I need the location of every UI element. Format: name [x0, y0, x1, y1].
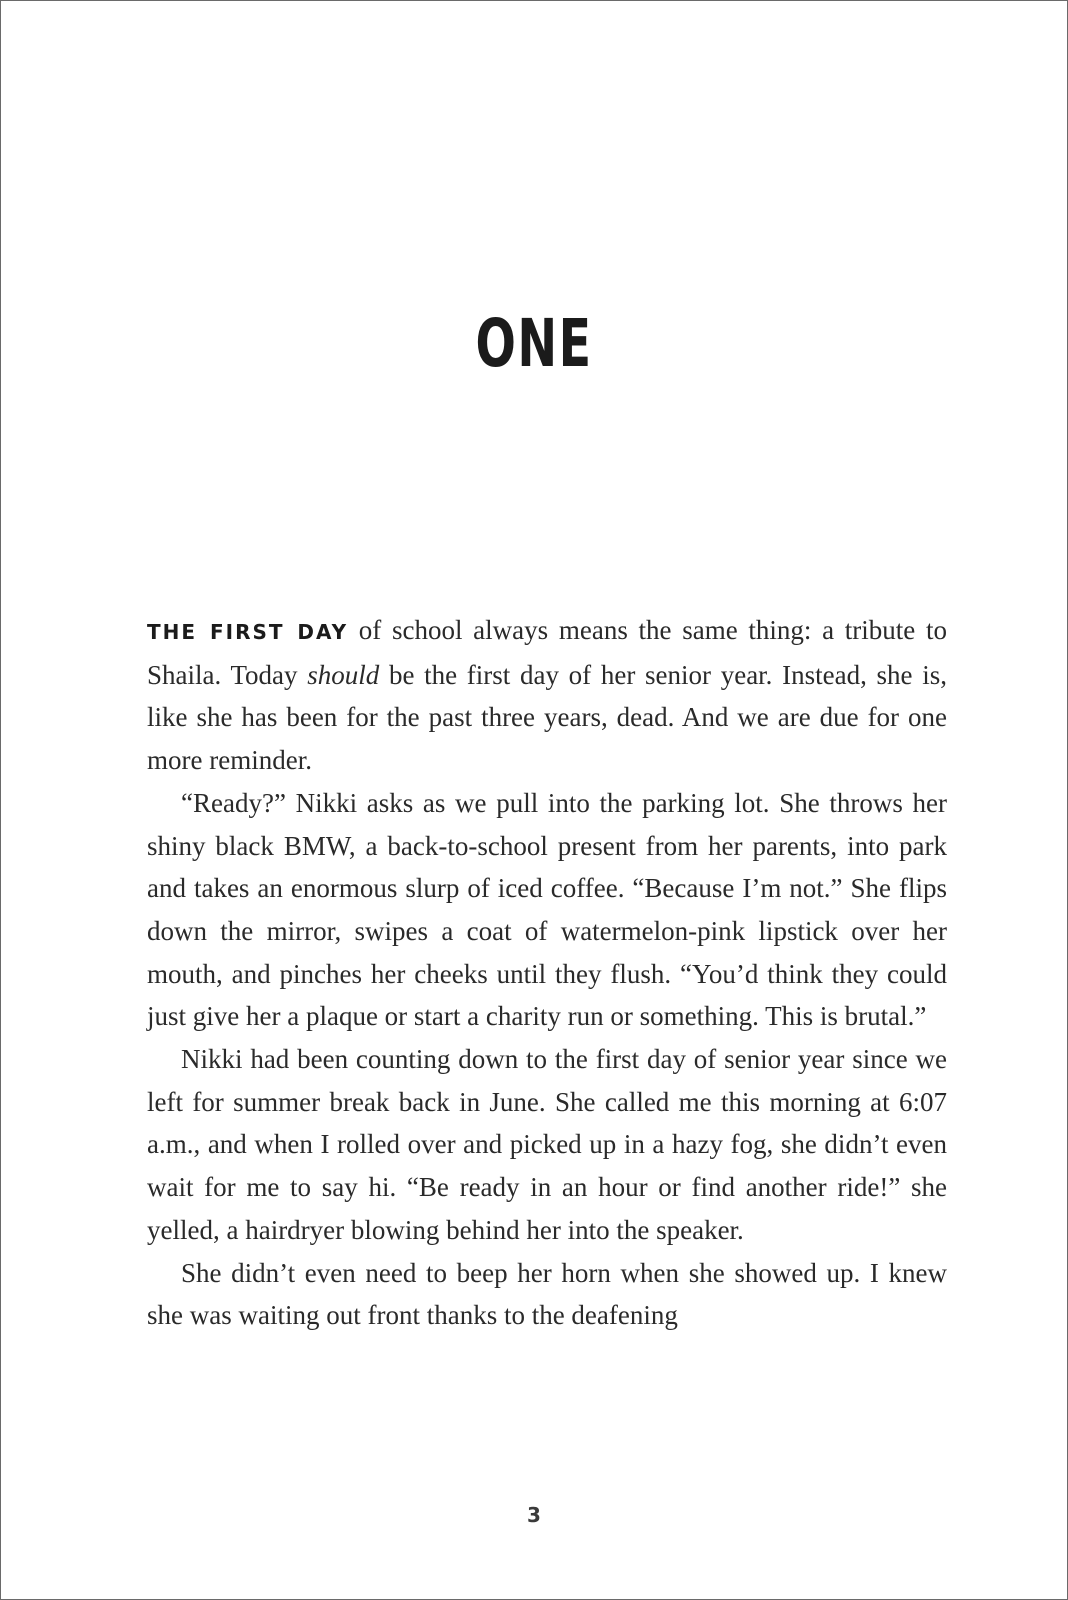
- lead-in-small-caps: THE FIRST DAY: [147, 620, 349, 644]
- chapter-body: [147, 609, 947, 1337]
- chapter-title: ONE: [475, 305, 593, 382]
- paragraph-3: Nikki had been counting down to the first day of senior year since we left for summer break back in June. She called me this morning at 6:07 a.m., and when I rolled over and picked up in a hazy fog, she didn’t even wait for me to say hi. “Be ready in an hour or find another ride!” she yelled, a hairdryer blowing behind her into the speaker.: [147, 1044, 947, 1245]
- page-number: 3: [527, 1503, 541, 1527]
- paragraph-1-text-b: be the first day of her senior year. Instead, she is, like she has been for the past three years, dead. And we are due for one more reminder.: [147, 659, 947, 776]
- emphasis-should: should: [307, 659, 380, 690]
- paragraph-1-text-a: of school always means the same thing: a tribute to Shaila. Today: [147, 615, 947, 690]
- paragraph-1: [147, 609, 947, 782]
- paragraph-2: “Ready?” Nikki asks as we pull into the parking lot. She throws her shiny black BMW, a back-to-school present from her parents, into park and takes an enormous slurp of iced coffee. “Because I’m not.” She flips down the mirror, swipes a coat of watermelon-pink lipstick over her mouth, and pinches her cheeks until they flush. “You’d think they could just give her a plaque or start a charity run or something. This is brutal.”: [147, 787, 947, 1032]
- paragraph-4: She didn’t even need to beep her horn when she showed up. I knew she was waiting out front thanks to the deafening: [147, 1257, 947, 1331]
